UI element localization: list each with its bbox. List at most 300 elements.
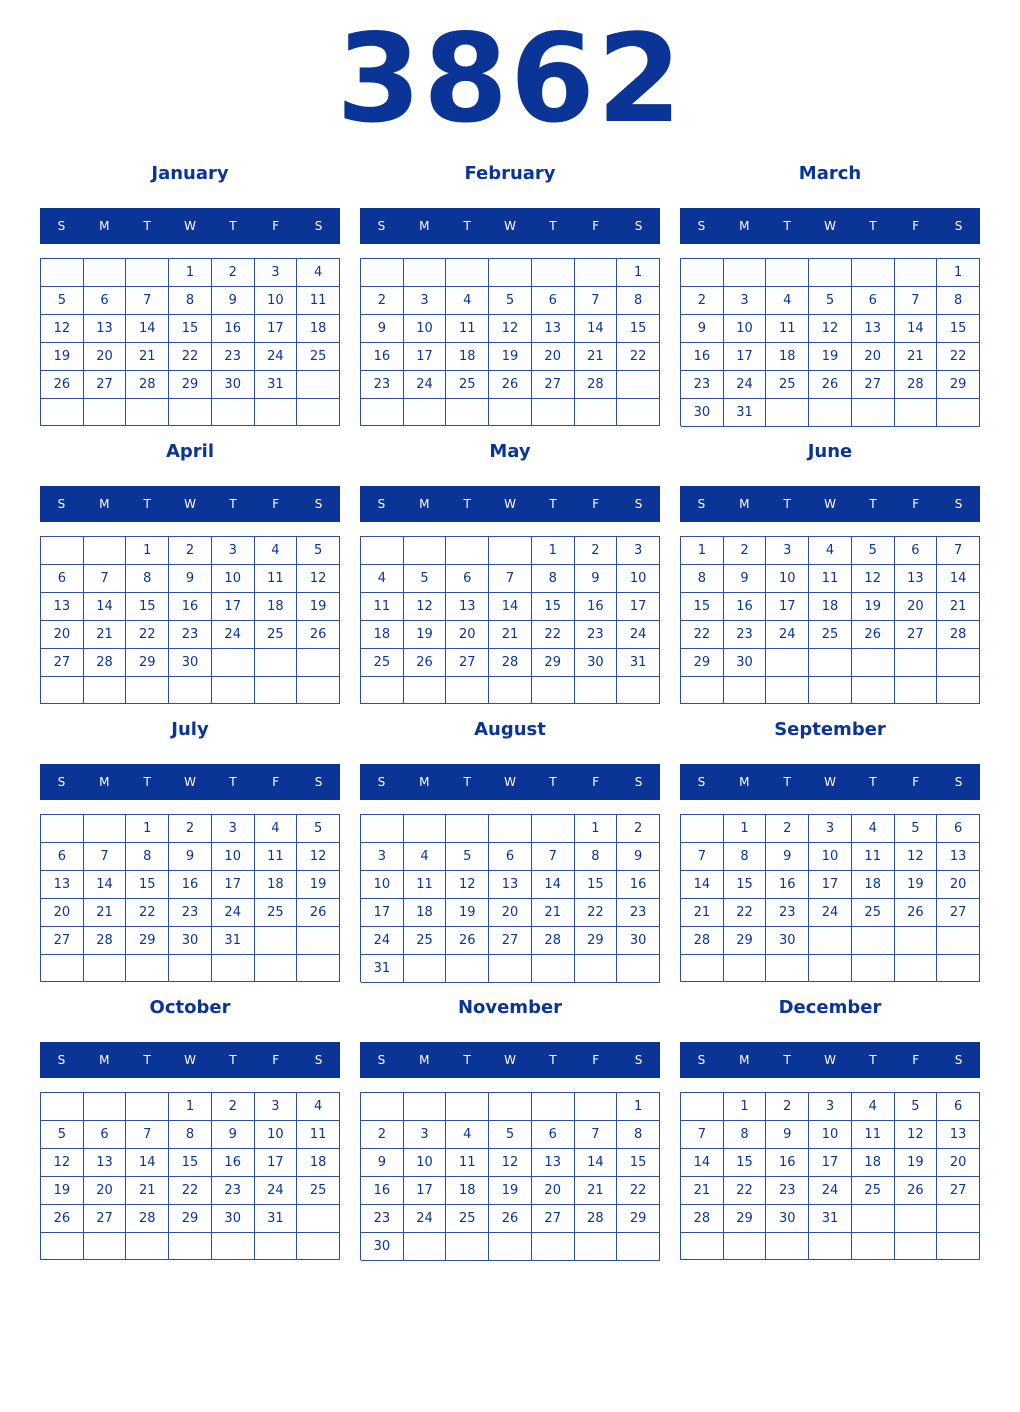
empty-cell <box>297 371 340 399</box>
empty-cell <box>617 371 660 399</box>
day-cell: 21 <box>575 343 618 371</box>
day-cell: 7 <box>126 1121 169 1149</box>
day-cell: 17 <box>809 871 852 899</box>
weekday-header <box>680 764 980 800</box>
day-cell: 1 <box>169 259 212 287</box>
empty-cell <box>169 677 212 704</box>
weekday-header <box>680 1042 980 1078</box>
weekday-label: F <box>912 1053 920 1067</box>
day-cell: 6 <box>532 287 575 315</box>
day-cell: 6 <box>84 1121 127 1149</box>
day-cell: 25 <box>446 1205 489 1233</box>
empty-cell <box>937 955 980 982</box>
day-cell: 22 <box>575 899 618 927</box>
day-cell: 9 <box>681 315 724 343</box>
weekday-label: T <box>783 219 791 233</box>
day-cell: 24 <box>212 899 255 927</box>
day-cell: 18 <box>255 593 298 621</box>
day-cell: 26 <box>809 371 852 399</box>
empty-cell <box>126 677 169 704</box>
day-cell: 23 <box>169 899 212 927</box>
day-cell: 31 <box>724 399 767 427</box>
day-cell: 25 <box>852 899 895 927</box>
day-cell: 19 <box>852 593 895 621</box>
weekday-label: T <box>143 219 151 233</box>
empty-cell <box>532 955 575 983</box>
day-cell: 28 <box>575 1205 618 1233</box>
day-cell: 6 <box>532 1121 575 1149</box>
day-cell: 7 <box>681 843 724 871</box>
weekday-label: W <box>504 497 516 511</box>
month-title: November <box>457 997 563 1018</box>
day-cell: 12 <box>852 565 895 593</box>
day-cell: 21 <box>532 899 575 927</box>
weekday-header <box>360 764 660 800</box>
day-cell: 14 <box>532 871 575 899</box>
weekday-label: M <box>739 219 750 233</box>
day-cell: 22 <box>724 1177 767 1205</box>
day-cell: 2 <box>169 815 212 843</box>
day-cell: 12 <box>489 315 532 343</box>
day-cell: 22 <box>532 621 575 649</box>
empty-cell <box>404 537 447 565</box>
empty-cell <box>617 955 660 983</box>
empty-cell <box>41 677 84 704</box>
day-cell: 5 <box>297 537 340 565</box>
day-cell: 8 <box>724 843 767 871</box>
day-grid <box>40 814 340 982</box>
day-cell: 27 <box>41 649 84 677</box>
month-title: December <box>778 997 882 1018</box>
empty-cell <box>41 815 84 843</box>
empty-cell <box>41 1093 84 1121</box>
day-cell: 6 <box>852 287 895 315</box>
day-cell: 14 <box>84 593 127 621</box>
day-cell: 2 <box>212 259 255 287</box>
day-cell: 21 <box>681 899 724 927</box>
day-cell: 23 <box>169 621 212 649</box>
day-cell: 18 <box>255 871 298 899</box>
day-cell: 17 <box>724 343 767 371</box>
day-cell: 18 <box>446 343 489 371</box>
month-title: February <box>464 163 556 184</box>
day-cell: 23 <box>617 899 660 927</box>
empty-cell <box>446 955 489 983</box>
day-cell: 18 <box>297 315 340 343</box>
day-cell: 8 <box>532 565 575 593</box>
day-cell: 17 <box>617 593 660 621</box>
weekday-label: T <box>229 775 237 789</box>
day-cell: 29 <box>724 1205 767 1233</box>
day-cell: 14 <box>84 871 127 899</box>
empty-cell <box>532 815 575 843</box>
empty-cell <box>724 677 767 704</box>
day-cell: 29 <box>575 927 618 955</box>
empty-cell <box>895 649 938 677</box>
day-cell: 29 <box>126 927 169 955</box>
empty-cell <box>84 677 127 704</box>
empty-cell <box>895 259 938 287</box>
day-cell: 14 <box>575 315 618 343</box>
empty-cell <box>489 1233 532 1261</box>
day-cell: 10 <box>212 565 255 593</box>
day-cell: 29 <box>724 927 767 955</box>
empty-cell <box>575 399 618 426</box>
day-cell: 26 <box>852 621 895 649</box>
day-cell: 16 <box>212 315 255 343</box>
day-cell: 19 <box>41 1177 84 1205</box>
weekday-label: T <box>783 497 791 511</box>
empty-cell <box>809 649 852 677</box>
empty-cell <box>766 399 809 427</box>
day-cell: 1 <box>575 815 618 843</box>
weekday-label: S <box>697 775 706 789</box>
weekday-label: T <box>463 219 471 233</box>
day-cell: 25 <box>297 1177 340 1205</box>
empty-cell <box>446 1093 489 1121</box>
day-cell: 27 <box>532 371 575 399</box>
weekday-label: T <box>143 497 151 511</box>
day-cell: 2 <box>212 1093 255 1121</box>
day-cell: 21 <box>126 1177 169 1205</box>
day-cell: 9 <box>575 565 618 593</box>
day-cell: 28 <box>489 649 532 677</box>
empty-cell <box>446 399 489 426</box>
day-cell: 10 <box>724 315 767 343</box>
day-cell: 16 <box>617 871 660 899</box>
empty-cell <box>852 399 895 427</box>
day-cell: 23 <box>361 371 404 399</box>
empty-cell <box>404 815 447 843</box>
empty-cell <box>489 399 532 426</box>
weekday-label: S <box>634 497 643 511</box>
weekday-header <box>360 208 660 244</box>
day-cell: 8 <box>126 565 169 593</box>
day-cell: 11 <box>766 315 809 343</box>
day-cell: 30 <box>617 927 660 955</box>
weekday-header <box>360 1042 660 1078</box>
day-cell: 28 <box>937 621 980 649</box>
day-cell: 3 <box>809 1093 852 1121</box>
day-cell: 18 <box>361 621 404 649</box>
day-cell: 29 <box>169 1205 212 1233</box>
day-cell: 9 <box>766 843 809 871</box>
weekday-label: T <box>549 1053 557 1067</box>
empty-cell <box>681 677 724 704</box>
empty-cell <box>404 1233 447 1261</box>
weekday-header <box>40 208 340 244</box>
empty-cell <box>126 1093 169 1121</box>
empty-cell <box>852 259 895 287</box>
month-title: July <box>171 719 209 740</box>
day-cell: 23 <box>724 621 767 649</box>
day-cell: 20 <box>446 621 489 649</box>
empty-cell <box>724 259 767 287</box>
day-cell: 22 <box>724 899 767 927</box>
empty-cell <box>41 537 84 565</box>
day-cell: 19 <box>297 871 340 899</box>
empty-cell <box>766 649 809 677</box>
empty-cell <box>809 955 852 982</box>
day-cell: 17 <box>766 593 809 621</box>
day-cell: 9 <box>169 843 212 871</box>
day-cell: 5 <box>852 537 895 565</box>
weekday-header <box>40 764 340 800</box>
day-cell: 13 <box>84 315 127 343</box>
day-cell: 4 <box>852 815 895 843</box>
weekday-label: S <box>954 1053 963 1067</box>
weekday-label: M <box>419 775 430 789</box>
day-cell: 31 <box>809 1205 852 1233</box>
day-cell: 23 <box>575 621 618 649</box>
day-cell: 26 <box>489 1205 532 1233</box>
day-cell: 24 <box>361 927 404 955</box>
day-cell: 12 <box>489 1149 532 1177</box>
day-cell: 14 <box>575 1149 618 1177</box>
empty-cell <box>809 927 852 955</box>
day-cell: 20 <box>84 343 127 371</box>
day-cell: 12 <box>297 565 340 593</box>
day-cell: 6 <box>937 1093 980 1121</box>
day-cell: 13 <box>532 1149 575 1177</box>
empty-cell <box>575 1093 618 1121</box>
day-cell: 28 <box>681 1205 724 1233</box>
day-cell: 28 <box>532 927 575 955</box>
day-cell: 27 <box>852 371 895 399</box>
day-cell: 8 <box>575 843 618 871</box>
empty-cell <box>852 1205 895 1233</box>
day-cell: 23 <box>766 1177 809 1205</box>
day-cell: 7 <box>937 537 980 565</box>
day-cell: 29 <box>937 371 980 399</box>
day-cell: 15 <box>937 315 980 343</box>
empty-cell <box>126 955 169 982</box>
day-cell: 21 <box>575 1177 618 1205</box>
day-cell: 21 <box>126 343 169 371</box>
day-cell: 9 <box>212 287 255 315</box>
weekday-label: S <box>377 219 386 233</box>
day-cell: 11 <box>255 843 298 871</box>
day-cell: 10 <box>255 287 298 315</box>
empty-cell <box>361 677 404 704</box>
weekday-label: S <box>697 497 706 511</box>
day-cell: 29 <box>532 649 575 677</box>
day-cell: 28 <box>126 1205 169 1233</box>
day-cell: 18 <box>809 593 852 621</box>
day-cell: 11 <box>361 593 404 621</box>
day-cell: 9 <box>617 843 660 871</box>
weekday-label: F <box>592 219 600 233</box>
empty-cell <box>532 1093 575 1121</box>
day-cell: 10 <box>404 1149 447 1177</box>
day-cell: 16 <box>766 1149 809 1177</box>
day-cell: 21 <box>489 621 532 649</box>
weekday-label: F <box>592 497 600 511</box>
day-cell: 22 <box>126 899 169 927</box>
day-cell: 10 <box>809 1121 852 1149</box>
day-cell: 5 <box>41 287 84 315</box>
weekday-label: S <box>954 775 963 789</box>
empty-cell <box>809 259 852 287</box>
empty-cell <box>575 259 618 287</box>
weekday-label: T <box>463 1053 471 1067</box>
empty-cell <box>212 677 255 704</box>
empty-cell <box>895 1205 938 1233</box>
day-cell: 24 <box>255 343 298 371</box>
weekday-label: F <box>912 775 920 789</box>
day-cell: 27 <box>895 621 938 649</box>
empty-cell <box>724 955 767 982</box>
day-cell: 19 <box>895 871 938 899</box>
day-cell: 10 <box>255 1121 298 1149</box>
day-cell: 3 <box>212 815 255 843</box>
weekday-label: T <box>549 219 557 233</box>
day-cell: 8 <box>937 287 980 315</box>
day-cell: 6 <box>895 537 938 565</box>
day-cell: 1 <box>617 1093 660 1121</box>
empty-cell <box>446 815 489 843</box>
day-cell: 31 <box>617 649 660 677</box>
weekday-label: W <box>184 775 196 789</box>
weekday-label: W <box>504 219 516 233</box>
day-cell: 4 <box>446 287 489 315</box>
weekday-label: S <box>57 1053 66 1067</box>
day-grid <box>680 814 980 982</box>
day-cell: 16 <box>361 343 404 371</box>
weekday-label: T <box>549 775 557 789</box>
day-cell: 11 <box>404 871 447 899</box>
empty-cell <box>41 955 84 982</box>
empty-cell <box>681 1233 724 1260</box>
day-cell: 4 <box>404 843 447 871</box>
day-cell: 27 <box>84 1205 127 1233</box>
day-cell: 30 <box>766 1205 809 1233</box>
empty-cell <box>489 815 532 843</box>
month-title: June <box>807 441 853 462</box>
day-cell: 16 <box>681 343 724 371</box>
weekday-label: M <box>739 497 750 511</box>
day-cell: 20 <box>895 593 938 621</box>
empty-cell <box>937 399 980 427</box>
weekday-label: W <box>824 1053 836 1067</box>
weekday-label: S <box>634 219 643 233</box>
weekday-label: S <box>57 219 66 233</box>
day-cell: 20 <box>41 621 84 649</box>
weekday-label: M <box>739 1053 750 1067</box>
weekday-label: T <box>783 1053 791 1067</box>
day-cell: 23 <box>766 899 809 927</box>
day-cell: 24 <box>212 621 255 649</box>
day-cell: 31 <box>255 371 298 399</box>
day-cell: 4 <box>297 1093 340 1121</box>
weekday-header <box>40 486 340 522</box>
day-cell: 10 <box>361 871 404 899</box>
day-cell: 15 <box>169 1149 212 1177</box>
empty-cell <box>169 955 212 982</box>
day-cell: 12 <box>297 843 340 871</box>
day-cell: 20 <box>84 1177 127 1205</box>
day-cell: 30 <box>212 1205 255 1233</box>
empty-cell <box>809 399 852 427</box>
day-cell: 1 <box>532 537 575 565</box>
weekday-label: S <box>57 497 66 511</box>
empty-cell <box>297 927 340 955</box>
day-cell: 31 <box>255 1205 298 1233</box>
day-cell: 8 <box>126 843 169 871</box>
day-cell: 11 <box>809 565 852 593</box>
day-cell: 24 <box>617 621 660 649</box>
day-cell: 9 <box>361 315 404 343</box>
empty-cell <box>84 815 127 843</box>
day-cell: 13 <box>532 315 575 343</box>
day-cell: 12 <box>895 843 938 871</box>
day-cell: 9 <box>169 565 212 593</box>
day-cell: 14 <box>126 315 169 343</box>
day-cell: 25 <box>766 371 809 399</box>
weekday-header <box>360 486 660 522</box>
day-cell: 30 <box>681 399 724 427</box>
empty-cell <box>169 399 212 426</box>
day-cell: 1 <box>681 537 724 565</box>
day-cell: 12 <box>404 593 447 621</box>
empty-cell <box>446 677 489 704</box>
empty-cell <box>255 649 298 677</box>
empty-cell <box>895 399 938 427</box>
day-cell: 12 <box>809 315 852 343</box>
day-cell: 14 <box>126 1149 169 1177</box>
empty-cell <box>255 399 298 426</box>
day-cell: 4 <box>446 1121 489 1149</box>
day-grid <box>360 814 660 982</box>
day-cell: 23 <box>681 371 724 399</box>
day-cell: 20 <box>489 899 532 927</box>
empty-cell <box>41 259 84 287</box>
weekday-label: M <box>99 219 110 233</box>
empty-cell <box>937 677 980 704</box>
day-cell: 20 <box>852 343 895 371</box>
empty-cell <box>937 649 980 677</box>
empty-cell <box>766 259 809 287</box>
day-cell: 11 <box>446 315 489 343</box>
empty-cell <box>126 1233 169 1260</box>
day-cell: 10 <box>809 843 852 871</box>
empty-cell <box>446 1233 489 1261</box>
day-cell: 21 <box>84 899 127 927</box>
weekday-label: T <box>143 775 151 789</box>
day-cell: 6 <box>489 843 532 871</box>
day-cell: 15 <box>575 871 618 899</box>
day-cell: 8 <box>724 1121 767 1149</box>
day-cell: 20 <box>937 871 980 899</box>
day-cell: 24 <box>404 371 447 399</box>
day-cell: 13 <box>446 593 489 621</box>
day-cell: 19 <box>41 343 84 371</box>
empty-cell <box>681 1093 724 1121</box>
empty-cell <box>84 537 127 565</box>
day-cell: 28 <box>84 927 127 955</box>
empty-cell <box>532 399 575 426</box>
day-cell: 29 <box>169 371 212 399</box>
day-cell: 31 <box>212 927 255 955</box>
day-cell: 21 <box>895 343 938 371</box>
day-cell: 24 <box>255 1177 298 1205</box>
empty-cell <box>404 259 447 287</box>
day-cell: 8 <box>617 1121 660 1149</box>
day-cell: 16 <box>575 593 618 621</box>
day-cell: 25 <box>361 649 404 677</box>
empty-cell <box>255 927 298 955</box>
day-cell: 15 <box>126 593 169 621</box>
